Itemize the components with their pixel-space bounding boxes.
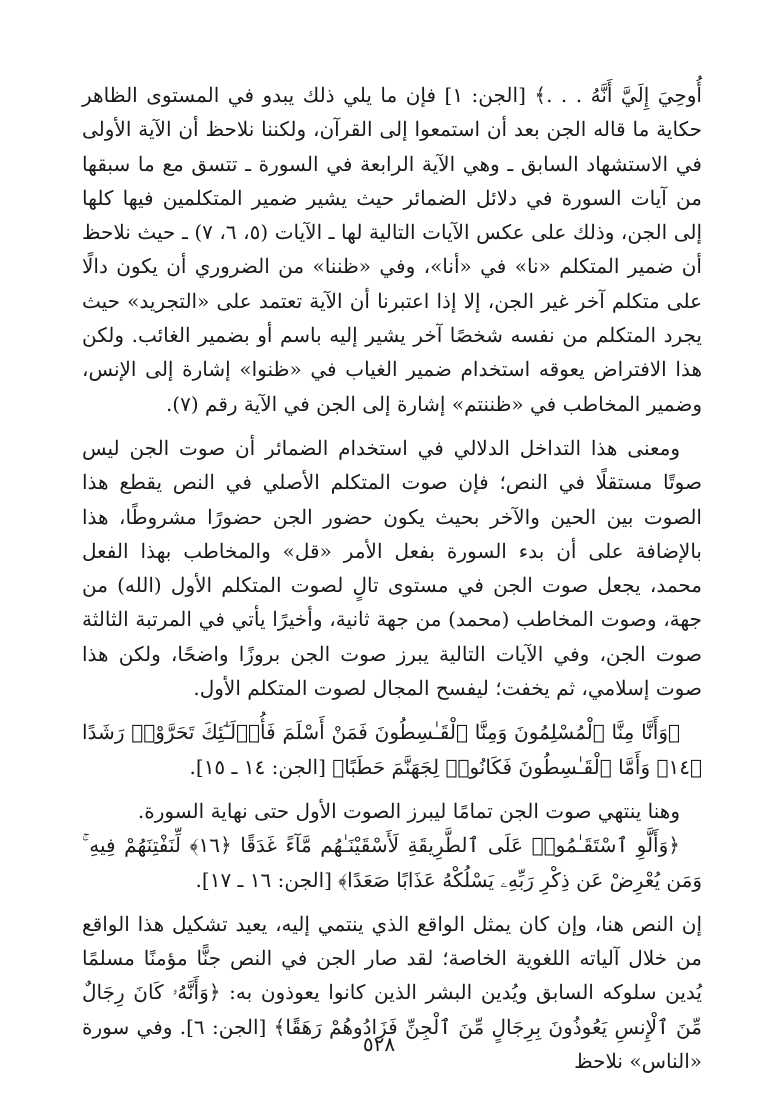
- paragraph-1: أُوحِيَ إِلَيَّ أَنَّهُ . . .﴾ [الجن: ١] فإن ما يلي ذلك يبدو في المستوى الظاهر حكاية ما قاله الجن بعد أن استمعوا إلى القرآن، ولكننا نلاحظ أن الآية الأولى في الاستشهاد السابق ـ وهي الآية الرابعة في السورة ـ تتسق مع ما سبقها من آيات السورة في دلائل الضمائر حيث يشير ضمير المتكلمين فيها كلها إلى الجن، وذلك على عكس الآيات التالية لها ـ الآيات (٥، ٦، ٧) ـ حيث نلاحظ أن ضمير المتكلم «نا» في «أنا»، وفي «ظننا» من الضروري أن يكون دالًا على متكلم آخر غير الجن، إلا إذا اعتبرنا أن الآية تعتمد على «التجريد» حيث يجرد المتكلم من نفسه شخصًا آخر يشير إليه باسم أو بضمير الغائب. ولكن هذا الافتراض يعوقه استخدام ضمير الغياب في «ظنوا» إشارة إلى الإنس، وضمير المخاطب في «ظننتم» إشارة إلى الجن في الآية رقم (٧).: [82, 83, 703, 416]
- quran-quote-2: ﴿وَأَلَّوِ ٱسْتَقَـٰمُوا۟ عَلَى ٱلطَّرِيقَةِ لَأَسْقَيْنَـٰهُم مَّآءً غَدَقًا ﴿١٦﴾ لِّنَفْتِنَهُمْ فِيهِ ۚ وَمَن يُعْرِضْ عَن ذِكْرِ رَبِّهِۦ يَسْلُكْهُ عَذَابًا صَعَدًا﴾ [الجن: ١٦ ـ ١٧].: [82, 833, 702, 892]
- paragraph-3: وهنا ينتهي صوت الجن تمامًا ليبرز الصوت الأول حتى نهاية السورة.: [137, 798, 680, 823]
- paragraph-4: إن النص هنا، وإن كان يمثل الواقع الذي ينتمي إليه، يعيد تشكيل هذا الواقع من خلال آلياته اللغوية الخاصة؛ لقد صار الجن في النص جنًّا مؤمنًا مسلمًا يُدين سلوكه السابق ويُدين البشر الذين كانوا يعوذون به: ﴿وَأَنَّهُۥ كَانَ رِجَالٌ مِّنَ ٱلْإِنسِ يَعُوذُونَ بِرِجَالٍ مِّنَ ٱلْجِنِّ فَزَادُوهُمْ رَهَقًا﴾ [الجن: ٦]. وفي سورة «الناس» نلاحظ: [82, 911, 702, 1074]
- page-body: [82, 78, 702, 1078]
- paragraph-2: ومعنى هذا التداخل الدلالي في استخدام الضمائر أن صوت الجن ليس صوتًا مستقلًا في النص؛ فإن صوت المتكلم الأصلي في النص يقطع هذا الصوت بين الحين والآخر بحيث يكون حضور الجن حضورًا مشروطًا، هذا بالإضافة على أن بدء السورة بفعل الأمر «قل» والمخاطب بهذا الفعل محمد، يجعل صوت الجن في مستوى تالٍ لصوت المتكلم الأول (الله) من جهة، وصوت المخاطب (محمد) من جهة ثانية، وأخيرًا يأتي في المرتبة الثالثة صوت الجن، وفي الآيات التالية يبرز صوت الجن بروزًا واضحًا، ولكن هذا صوت إسلامي، ثم يخفت؛ ليفسح المجال لصوت المتكلم الأول.: [82, 435, 702, 701]
- page-number: ٥٢٨: [362, 1032, 396, 1056]
- quran-quote-1: ﴿وَأَنَّا مِنَّا ٱلْمُسْلِمُونَ وَمِنَّا ٱلْقَـٰسِطُونَ فَمَنْ أَسْلَمَ فَأُو۟لَـٰٓئِكَ تَحَرَّوْا۟ رَشَدًا ﴿١٤﴾ وَأَمَّا ٱلْقَـٰسِطُونَ فَكَانُوا۟ لِجَهَنَّمَ حَطَبًا﴾ [الجن: ١٤ ـ ١٥].: [82, 720, 702, 779]
